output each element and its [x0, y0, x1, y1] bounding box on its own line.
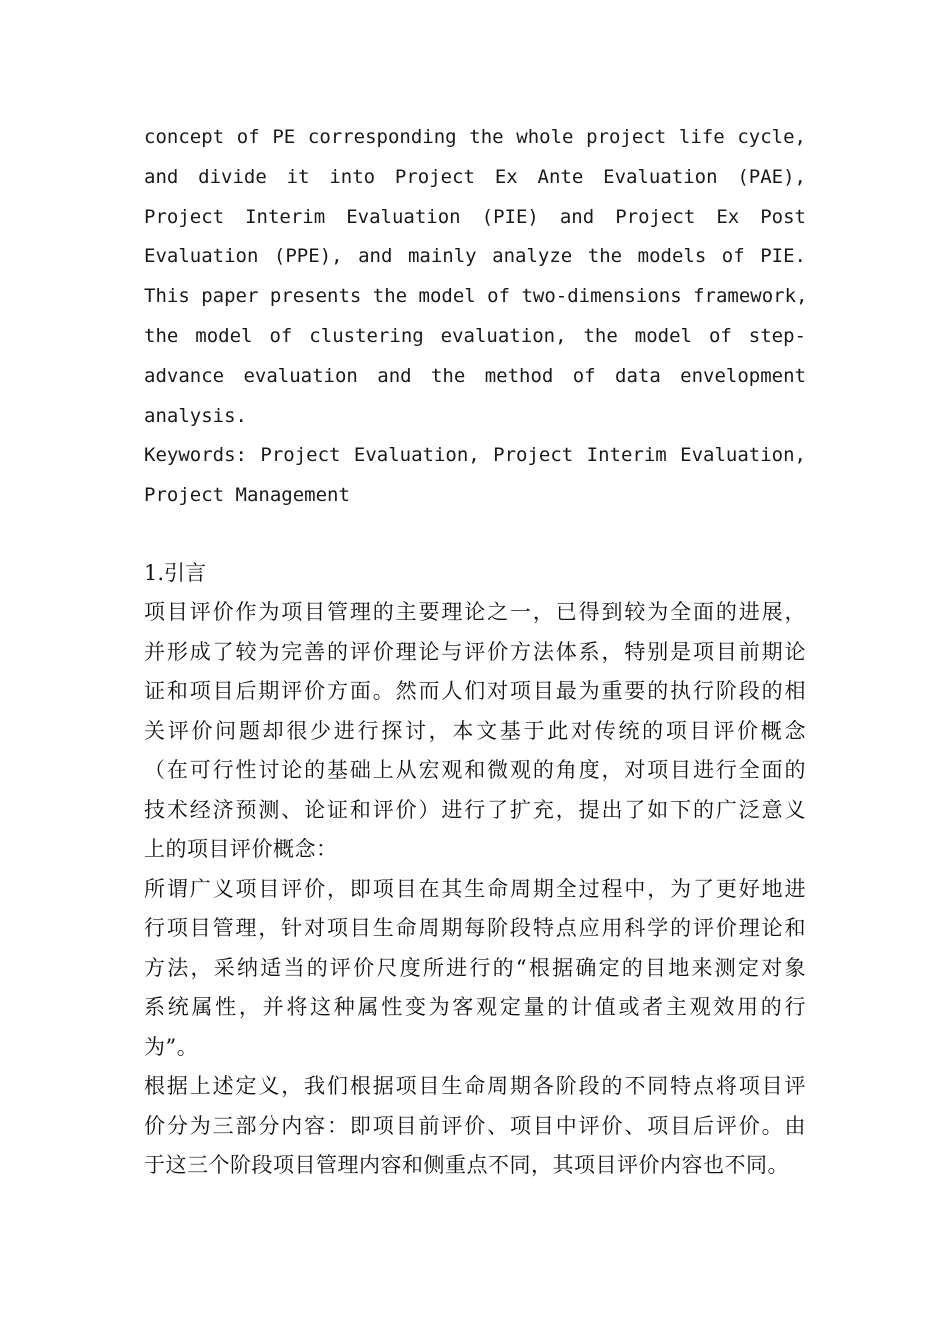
document-page [144, 118, 806, 1186]
section-gap [144, 516, 806, 554]
paragraph-line: 根据上述定义，我们根据项目生命周期各阶段的不同特点将项目评 [144, 1074, 806, 1099]
keywords-line: Keywords: Project Evaluation, Project Interim Evaluation, [144, 444, 806, 467]
paragraph-3 [144, 1067, 806, 1186]
keywords [144, 436, 806, 516]
abstract-line: Evaluation (PPE), and mainly analyze the models of PIE. [144, 245, 806, 268]
paragraph-line: 上的项目评价概念： [144, 837, 338, 862]
keywords-line: Project Management [144, 484, 350, 507]
abstract-line: the model of clustering evaluation, the model of step- [144, 324, 806, 347]
paragraph-line: 为”。 [144, 1034, 199, 1059]
abstract-line: advance evaluation and the method of data envelopment [144, 364, 806, 387]
paragraph-line: 技术经济预测、论证和评价）进行了扩充，提出了如下的广泛意义 [144, 797, 806, 822]
paragraph-line: 价分为三部分内容：即项目前评价、项目中评价、项目后评价。由 [144, 1113, 806, 1138]
abstract-english [144, 118, 806, 436]
abstract-line: and divide it into Project Ex Ante Evaluation (PAE), [144, 165, 806, 188]
paragraph-line: 项目评价作为项目管理的主要理论之一，已得到较为全面的进展， [144, 600, 806, 625]
paragraph-line: 方法，采纳适当的评价尺度所进行的“根据确定的目地来测定对象 [144, 955, 806, 980]
paragraph-line: 并形成了较为完善的评价理论与评价方法体系，特别是项目前期论 [144, 639, 806, 664]
paragraph-line: 系统属性，并将这种属性变为客观定量的计值或者主观效用的行 [144, 995, 806, 1020]
paragraph-line: 证和项目后期评价方面。然而人们对项目最为重要的执行阶段的相 [144, 679, 806, 704]
paragraph-line: 所谓广义项目评价，即项目在其生命周期全过程中，为了更好地进 [144, 876, 806, 901]
paragraph-line: 关评价问题却很少进行探讨，本文基于此对传统的项目评价概念 [144, 718, 806, 743]
paragraph-2 [144, 870, 806, 1068]
abstract-line: Project Interim Evaluation (PIE) and Project Ex Post [144, 205, 806, 228]
section-heading: 1.引言 [144, 560, 207, 585]
paragraph-line: （在可行性讨论的基础上从宏观和微观的角度，对项目进行全面的 [144, 758, 806, 783]
abstract-line: analysis. [144, 404, 247, 427]
abstract-line: concept of PE corresponding the whole project life cycle, [144, 126, 806, 148]
paragraph-line: 于这三个阶段项目管理内容和侧重点不同，其项目评价内容也不同。 [144, 1153, 789, 1178]
paragraph-line: 行项目管理，针对项目生命周期每阶段特点应用科学的评价理论和 [144, 916, 806, 941]
paragraph-1 [144, 593, 806, 870]
abstract-line: This paper presents the model of two-dimensions framework, [144, 285, 808, 308]
